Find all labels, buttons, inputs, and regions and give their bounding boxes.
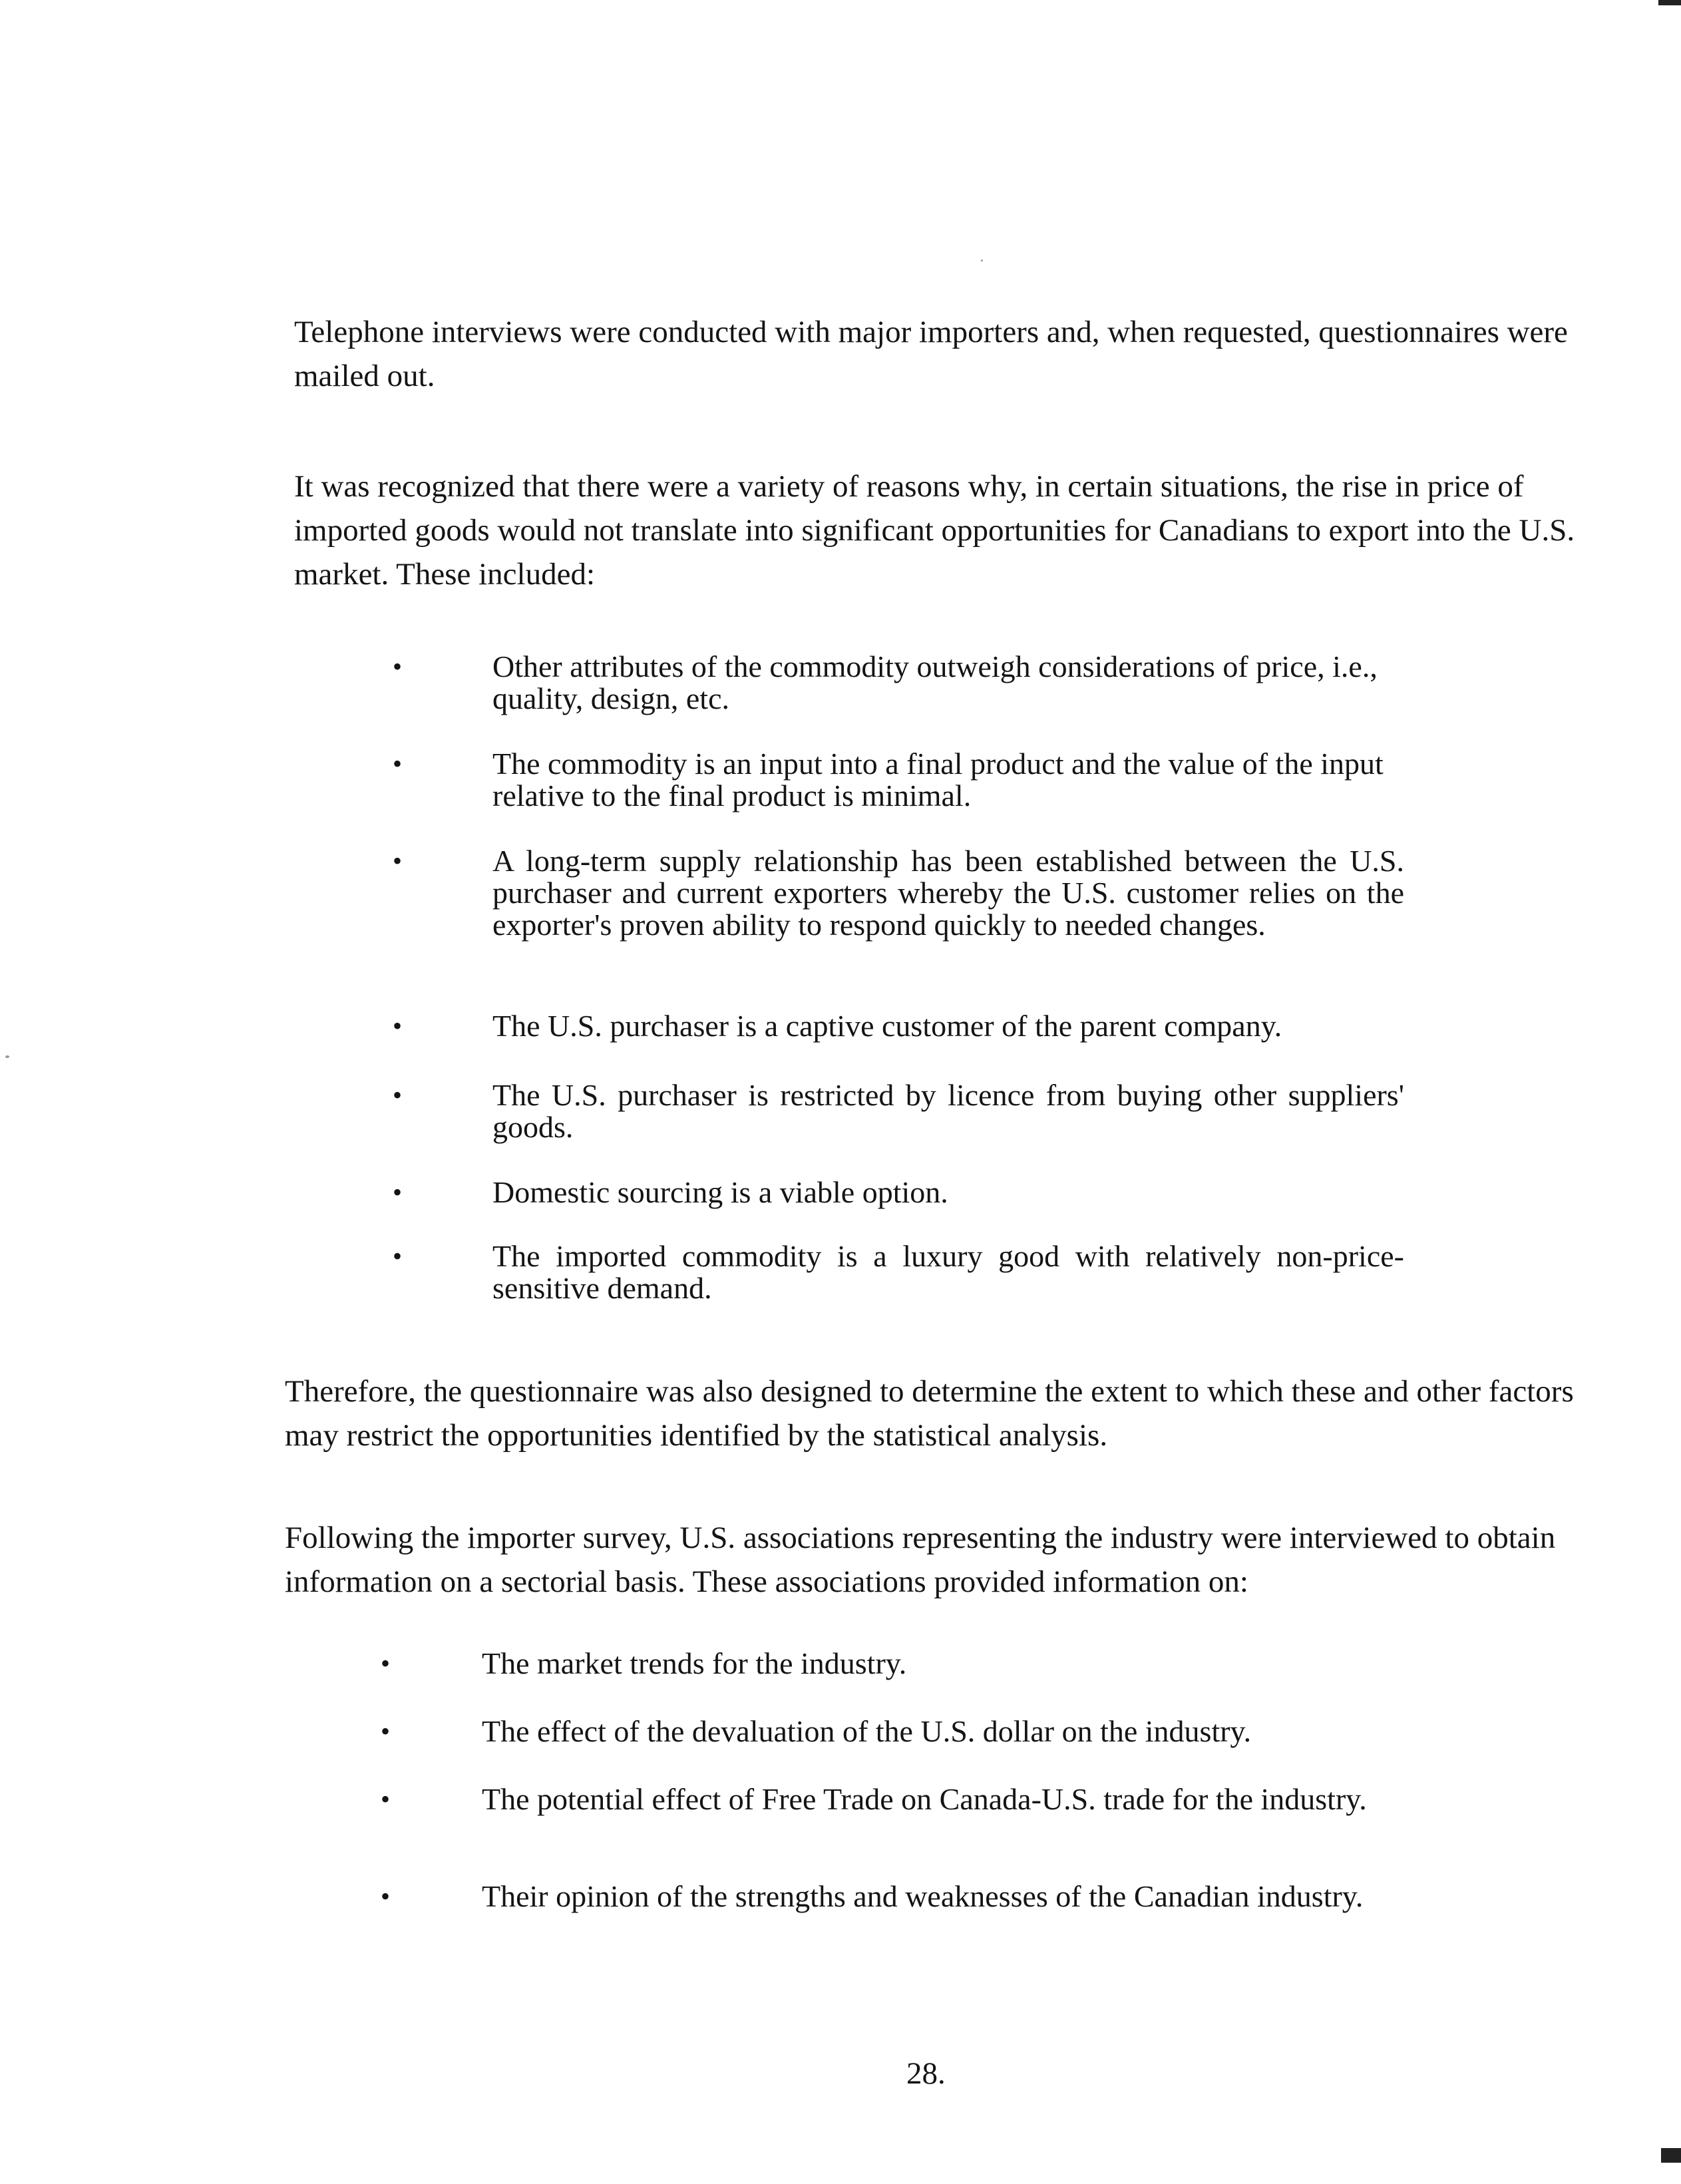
- intro-paragraph: Telephone interviews were conducted with major importers and, when requested, questionnaires were mailed out.: [294, 315, 1568, 393]
- reasons-intro-paragraph: It was recognized that there were a variety of reasons why, in certain situations, the rise in price of imported goods would not translate into significant opportunities for Canadians to export into the U.S. market. These included:: [294, 469, 1575, 592]
- bullet-icon: •: [381, 1716, 391, 1746]
- bullet-icon: •: [381, 1881, 391, 1911]
- bullet-icon: •: [393, 846, 403, 876]
- bullet-icon: •: [393, 1080, 403, 1110]
- list-item-text: The market trends for the industry.: [482, 1646, 907, 1680]
- scan-mark-bottom-right: [1661, 2148, 1681, 2163]
- list-item-text: The imported commodity is a luxury good with relatively non-price-sensitive demand.: [492, 1239, 1404, 1305]
- scan-speck: [5, 1055, 9, 1058]
- list-item-text: Domestic sourcing is a viable option.: [492, 1175, 948, 1209]
- conclusion-paragraph: Therefore, the questionnaire was also designed to determine the extent to which these and other factors may restrict the opportunities identified by the statistical analysis.: [285, 1374, 1574, 1453]
- list-item-text: Their opinion of the strengths and weaknesses of the Canadian industry.: [482, 1879, 1364, 1913]
- list-item-text: Other attributes of the commodity outweigh considerations of price, i.e., quality, design, etc.: [492, 649, 1378, 715]
- list-item-text: The effect of the devaluation of the U.S. dollar on the industry.: [482, 1714, 1252, 1748]
- page-number: 28.: [906, 2056, 946, 2091]
- list-item-text: The U.S. purchaser is a captive customer of the parent company.: [492, 1009, 1282, 1043]
- scan-mark-top-right: [1658, 0, 1681, 5]
- bullet-icon: •: [393, 651, 403, 681]
- list-item-text: The commodity is an input into a final product and the value of the input relative to the final product is minimal.: [492, 747, 1384, 813]
- bullet-icon: •: [393, 749, 403, 779]
- list-item: [393, 845, 1404, 941]
- list-item: [393, 651, 1404, 715]
- list-item: [381, 1881, 1392, 1912]
- list-item: [381, 1783, 1392, 1815]
- list-item-text: The U.S. purchaser is restricted by licence from buying other suppliers' goods.: [492, 1078, 1404, 1144]
- list-item-text: The potential effect of Free Trade on Canada-U.S. trade for the industry.: [482, 1782, 1367, 1816]
- list-item: [381, 1716, 1392, 1747]
- bullet-icon: •: [393, 1011, 403, 1041]
- bullet-icon: •: [381, 1648, 391, 1678]
- list-item-text: A long-term supply relationship has been established between the U.S. purchaser and current exporters whereby the U.S. customer relies on the exporter's proven ability to respond quickly to needed changes.: [492, 844, 1404, 942]
- associations-intro-paragraph: Following the importer survey, U.S. associations representing the industry were interviewed to obtain information on a sectorial basis. These associations provided information on:: [285, 1521, 1556, 1599]
- list-item: [393, 748, 1404, 812]
- list-item: [381, 1648, 1392, 1680]
- list-item: [393, 1177, 1404, 1208]
- list-item: [393, 1010, 1404, 1042]
- list-item: [393, 1079, 1404, 1143]
- scan-speck: [981, 260, 983, 262]
- bullet-icon: •: [381, 1784, 391, 1814]
- bullet-icon: •: [393, 1177, 403, 1207]
- list-item: [393, 1240, 1404, 1304]
- bullet-icon: •: [393, 1241, 403, 1271]
